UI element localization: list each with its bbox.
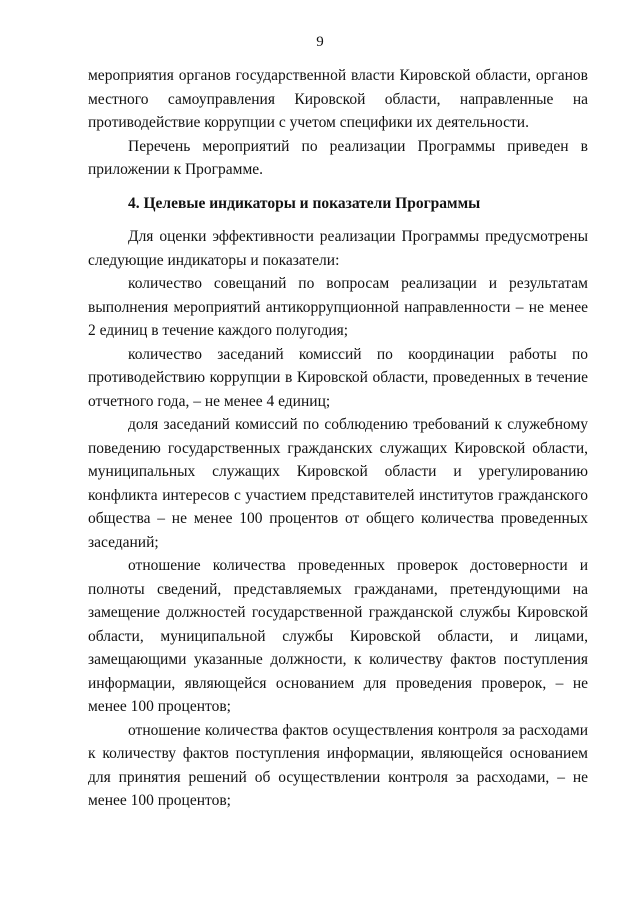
section-heading: 4. Целевые индикаторы и показатели Программы [128,194,481,212]
section-lead-paragraph: Для оценки эффективности реализации Программы предусмотрены следующие индикаторы и показатели: [88,228,588,269]
indicator-paragraph: отношение количества проведенных проверок достоверности и полноты сведений, представляемых гражданами, претендующими на замещение должностей государственной гражданской службы Кировской области, муниципальной службы Кировской области, и лицами, замещающими указанные должности, к количеству фактов поступления информации, являющейся основанием для проведения проверок, – не менее 100 процентов; [88,557,588,715]
indicator-paragraph: количество заседаний комиссий по координации работы по противодействию коррупции в Кировской области, проведенных в течение отчетного года, – не менее 4 единиц; [88,345,588,410]
indicator-paragraph: количество совещаний по вопросам реализации и результатам выполнения мероприятий антикоррупционной направленности – не менее 2 единиц в течение каждого полугодия; [88,275,588,339]
indicator-paragraph: отношение количества фактов осуществления контроля за расходами к количеству фактов поступления информации, являющейся основанием для принятия решений об осуществлении контроля за расходами, – не менее 100 процентов; [88,721,588,809]
document-body [88,64,588,813]
page-number: 9 [316,34,324,50]
intro-paragraph-program-list: Перечень мероприятий по реализации Программы приведен в приложении к Программе. [88,137,588,178]
intro-paragraph-continued: мероприятия органов государственной власти Кировской области, органов местного самоуправления Кировской области, направленные на противодействие коррупции с учетом специфики их деятельности. [88,67,588,131]
indicator-paragraph: доля заседаний комиссий по соблюдению требований к служебному поведению государственных гражданских служащих Кировской области, муниципальных служащих Кировской области и урегулированию конфликта интересов с участием представителей институтов гражданского общества – не менее 100 процентов от общего количества проведенных заседаний; [88,416,588,551]
